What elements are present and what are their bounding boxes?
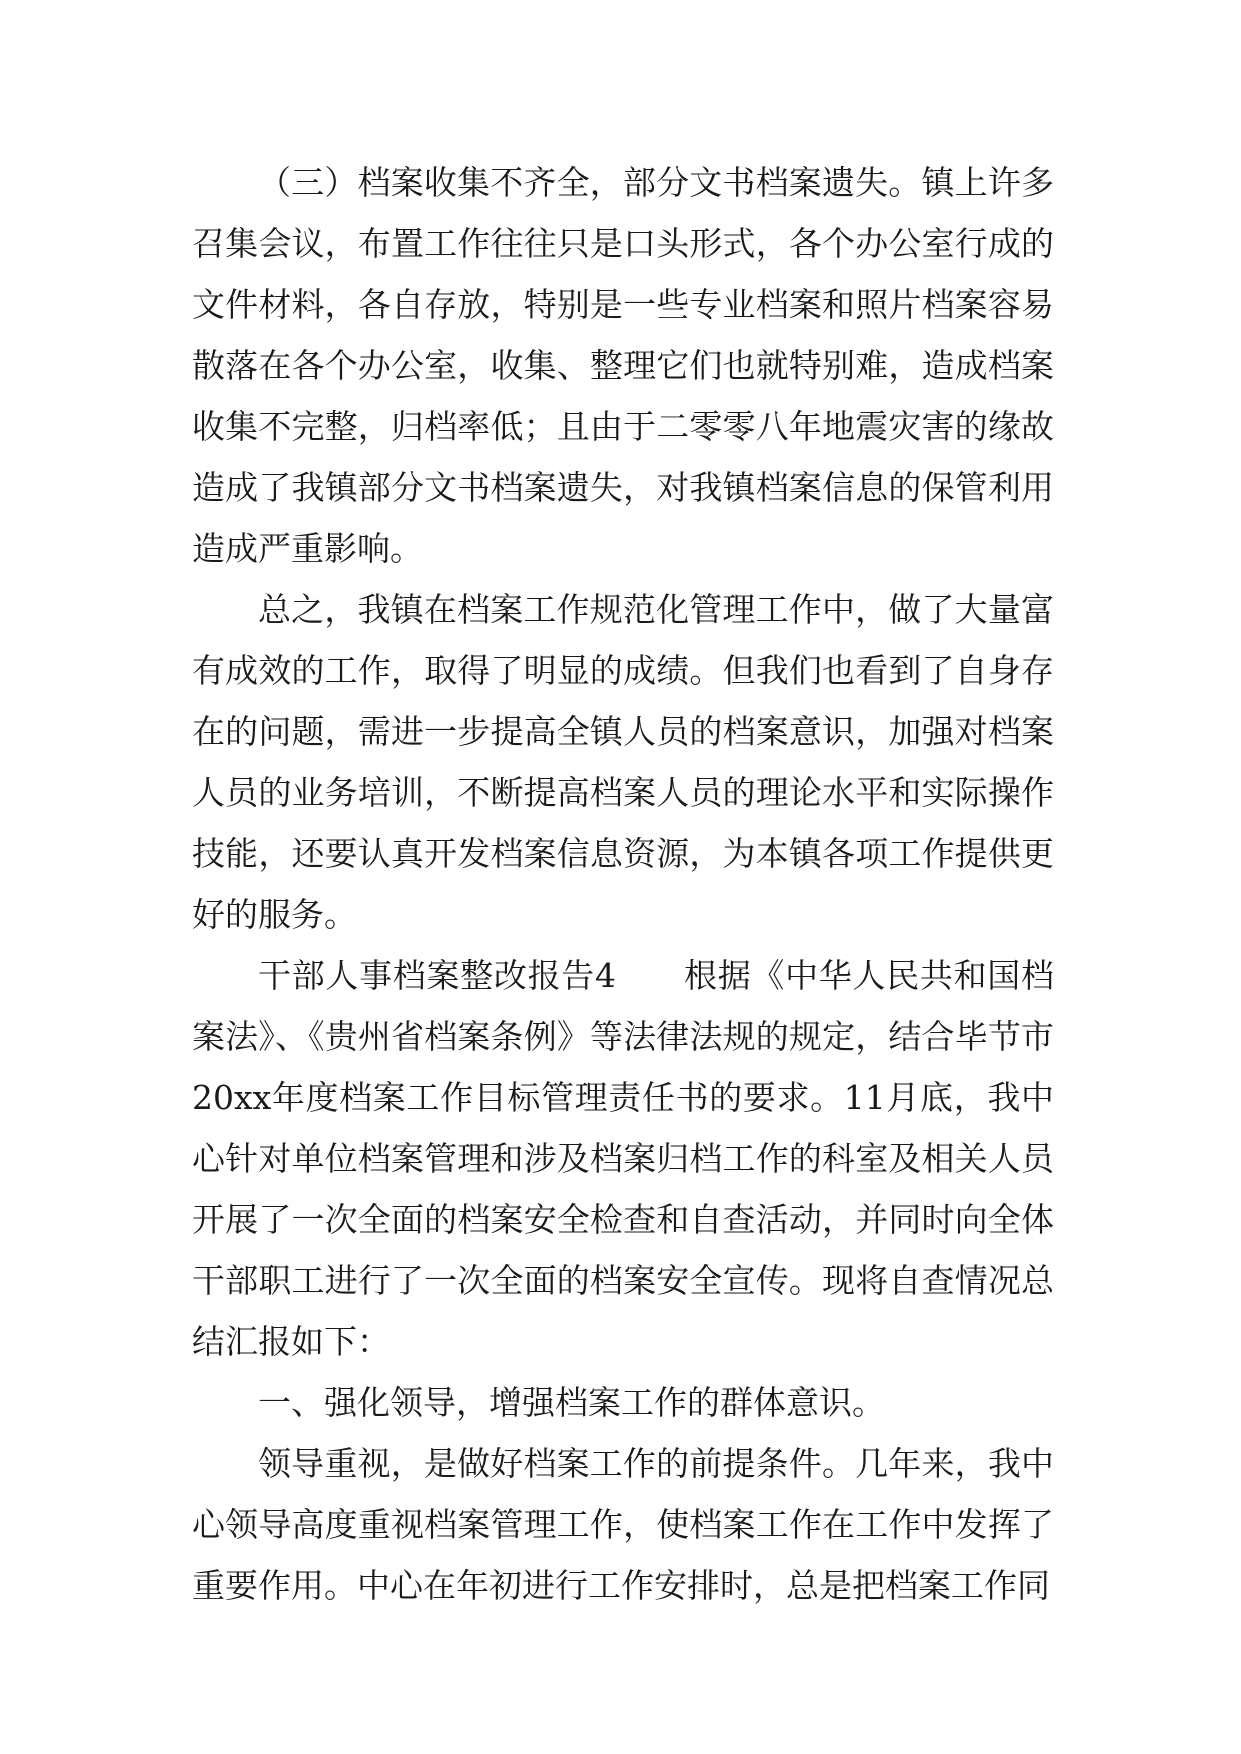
paragraph-archive-collection: （三）档案收集不齐全，部分文书档案遗失。镇上许多召集会议，布置工作往往只是口头形式，各个办公室行成的文件材料，各自存放，特别是一些专业档案和照片档案容易散落在各个办公室，收集、整理它们也就特别难，造成档案收集不完整，归档率低；且由于二零零八年地震灾害的缘故造成了我镇部分文书档案遗失，对我镇档案信息的保管利用造成严重影响。 xyxy=(192,163,1054,568)
section-heading-leadership: 一、强化领导，增强档案工作的群体意识。 xyxy=(258,1383,885,1422)
paragraph-report-4-intro: 干部人事档案整改报告4 根据《中华人民共和国档案法》、《贵州省档案条例》等法律法规的规定，结合毕节市20xx年度档案工作目标管理责任书的要求。11月底，我中心针对单位档案管理和涉及档案归档工作的科室及相关人员开展了一次全面的档案安全检查和自查活动，并同时向全体干部职工进行了一次全面的档案安全宣传。现将自查情况总结汇报如下： xyxy=(192,956,1054,1361)
document-body xyxy=(192,152,1054,1616)
paragraph-leadership: 领导重视，是做好档案工作的前提条件。几年来，我中心领导高度重视档案管理工作，使档案工作在工作中发挥了重要作用。中心在年初进行工作安排时，总是把档案工作同 xyxy=(192,1444,1054,1605)
paragraph-summary: 总之，我镇在档案工作规范化管理工作中，做了大量富有成效的工作，取得了明显的成绩。但我们也看到了自身存在的问题，需进一步提高全镇人员的档案意识，加强对档案人员的业务培训，不断提高档案人员的理论水平和实际操作技能，还要认真开发档案信息资源，为本镇各项工作提供更好的服务。 xyxy=(192,590,1054,934)
